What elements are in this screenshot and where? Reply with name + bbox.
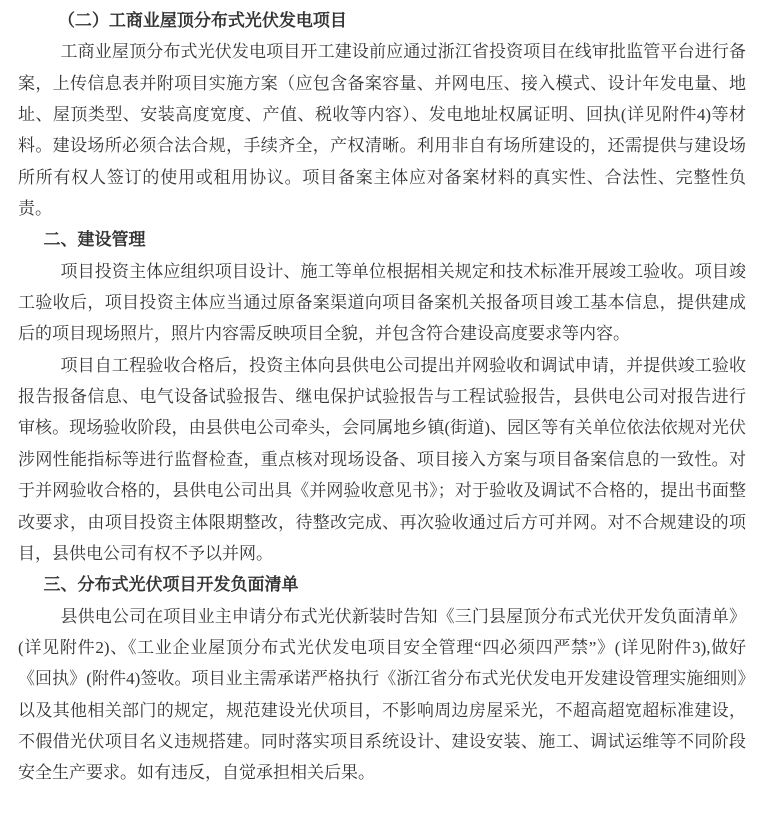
section-heading: （二）工商业屋顶分布式光伏发电项目 [57,11,347,30]
section-heading: 二、建设管理 [43,230,146,250]
paragraph: 项目自工程验收合格后，投资主体向县供电公司提出并网验收和调试申请，并提供竣工验收报告报备信息、电气设备试验报告、继电保护试验报告与工程试验报告，县供电公司对报告进行审核。现场验收阶段，由县供电公司牵头，会同属地乡镇(街道)、园区等有关单位依法依规对光伏涉网性能指标等进行监督检查，重点核对现场设备、项目接入方案与项目备案信息的一致性。对于并网验收合格的，县供电公司出具《并网验收意见书》；对于验收及调试不合格的，提出书面整改要求，由项目投资主体限期整改，待整改完成、再次验收通过后方可并网。对不合规建设的项目，县供电公司有权不予以并网。 [18,355,746,563]
paragraph: 县供电公司在项目业主申请分布式光伏新装时告知《三门县屋顶分布式光伏开发负面清单》(详见附件2)、《工业企业屋顶分布式光伏发电项目安全管理“四必须四严禁”》(详见附件3),做好《回执》(附件4)签收。项目业主需承诺严格执行《浙江省分布式光伏发电开发建设管理实施细则》以及其他相关部门的规定，规范建设光伏项目，不影响周边房屋采光，不超高超宽超标准建设，不假借光伏项目名义违规搭建。同时落实项目系统设计、建设安装、施工、调试运维等不同阶段安全生产要求。如有违反，自觉承担相关后果。 [18,606,746,783]
section-heading: 三、分布式光伏项目开发负面清单 [43,575,299,595]
paragraph: 工商业屋顶分布式光伏发电项目开工建设前应通过浙江省投资项目在线审批监管平台进行备案，上传信息表并附项目实施方案（应包含备案容量、并网电压、接入模式、设计年发电量、地址、屋顶类型、安装高度宽度、产值、税收等内容）、发电地址权属证明、回执(详见附件4)等材料。建设场所必须合法合规，手续齐全，产权清晰。利用非自有场所建设的，还需提供与建设场所所有权人签订的使用或租用协议。项目备案主体应对备案材料的真实性、合法性、完整性负责。 [18,42,746,219]
paragraph: 项目投资主体应组织项目设计、施工等单位根据相关规定和技术标准开展竣工验收。项目竣工验收后，项目投资主体应当通过原备案渠道向项目备案机关报备项目竣工基本信息，提供建成后的项目现场照片，照片内容需反映项目全貌，并包含符合建设高度要求等内容。 [18,261,746,344]
